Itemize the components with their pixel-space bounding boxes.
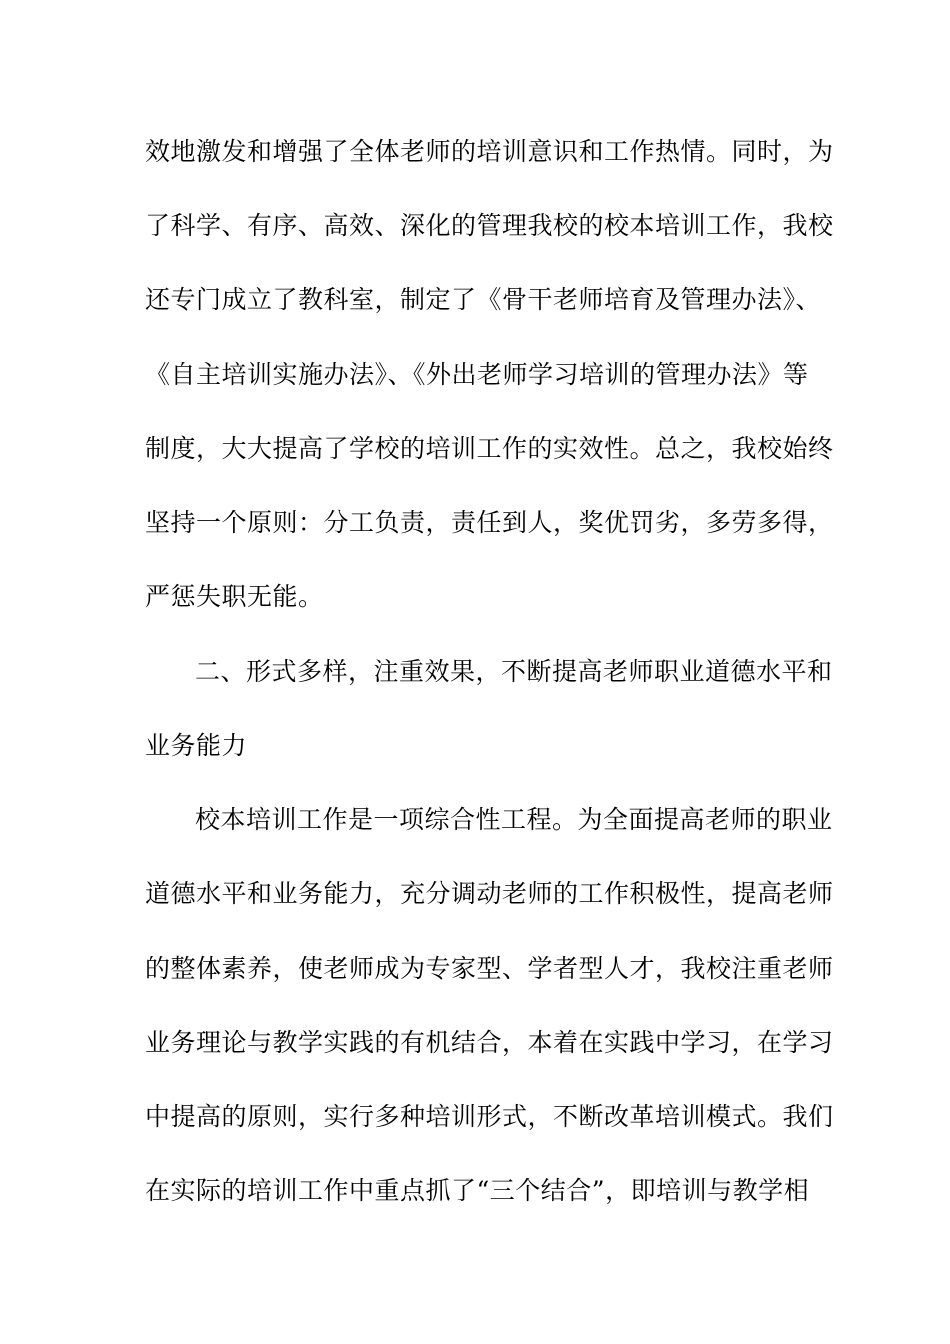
paragraph-line: 校本培训工作是一项综合性工程。为全面提高老师的职业 (195, 805, 833, 834)
paragraph-line: 《自主培训实施办法》、《外出老师学习培训的管理办法》等 (145, 360, 809, 389)
paragraph-line: 在实际的培训工作中重点抓了“三个结合”，即培训与教学相 (145, 1176, 810, 1205)
paragraph-line: 了科学、有序、高效、深化的管理我校的校本培训工作，我校 (145, 211, 834, 240)
section-heading-line: 二、形式多样，注重效果，不断提高老师职业道德水平和 (195, 657, 833, 686)
paragraph-line: 严惩失职无能。 (145, 582, 324, 611)
paragraph-line: 道德水平和业务能力，充分调动老师的工作积极性，提高老师 (145, 879, 834, 908)
paragraph-line: 业务理论与教学实践的有机结合，本着在实践中学习，在学习 (145, 1028, 834, 1057)
paragraph-line: 的整体素养，使老师成为专家型、学者型人才，我校注重老师 (145, 954, 834, 983)
paragraph-line: 还专门成立了教科室，制定了《骨干老师培育及管理办法》、 (145, 285, 822, 314)
paragraph-line: 效地激发和增强了全体老师的培训意识和工作热情。同时，为 (145, 137, 834, 166)
paragraph-line: 坚持一个原则：分工负责，责任到人，奖优罚劣，多劳多得， (145, 508, 834, 537)
paragraph-line: 中提高的原则，实行多种培训形式，不断改革培训模式。我们 (145, 1102, 834, 1131)
section-heading-line: 业务能力 (145, 731, 248, 760)
paragraph-line: 制度，大大提高了学校的培训工作的实效性。总之，我校始终 (145, 434, 834, 463)
